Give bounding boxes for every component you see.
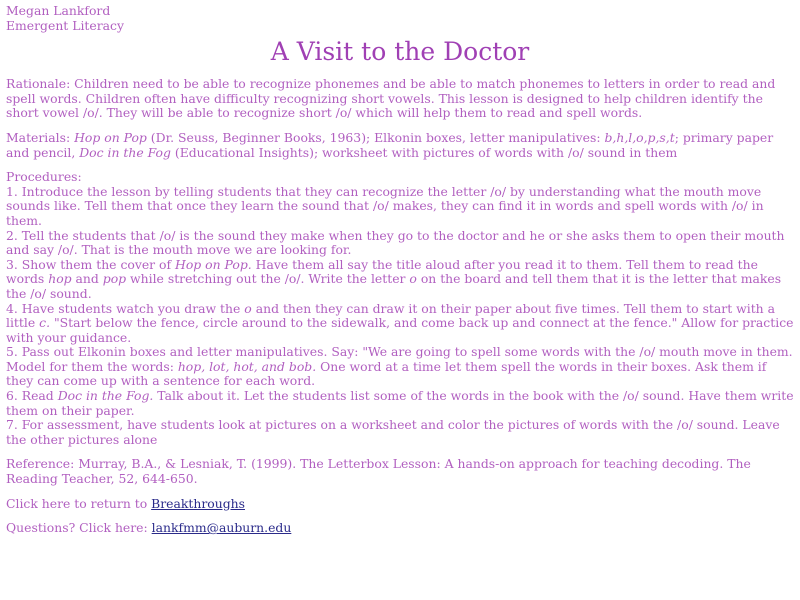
breakthroughs-link[interactable]: Breakthroughs bbox=[151, 495, 245, 511]
questions-line: Questions? Click here: lankfmm@auburn.edu bbox=[6, 520, 292, 536]
procedure-step-5: 5. Pass out Elkonin boxes and letter manipulatives. Say: "We are going to spell some words with the /o/ mouth move in them. Model for them the words: hop, lot, hot, and bob. One word at a time let them spell the words in their boxes. Ask them if they can come up with a sentence for each word. bbox=[6, 344, 793, 389]
return-line: Click here to return to Breakthroughs bbox=[6, 495, 245, 511]
book-title-doc-in-the-fog: Doc in the Fog bbox=[79, 144, 171, 160]
procedure-step-7: 7. For assessment, have students look at pictures on a worksheet and color the pictures of words with the /o/ sound. Leave the other pictures alone bbox=[6, 417, 780, 447]
procedure-step-4: 4. Have students watch you draw the o and then they can draw it on their paper about five times. Tell them to start with a little c. "Start below the fence, circle around to the sidewalk, and come back up and connect at the fence." Allow for practice with your guidance. bbox=[6, 300, 794, 345]
procedure-step-2: 2. Tell the students that /o/ is the sound they make when they go to the doctor and he or she asks them to open their mouth and say /o/. That is the mouth move we are looking for. bbox=[6, 227, 785, 258]
course-name: Emergent Literacy bbox=[6, 17, 124, 33]
materials-paragraph: Materials: Hop on Pop (Dr. Seuss, Beginner Books, 1963); Elkonin boxes, letter manipulatives: b,h,l,o,p,s,t; primary paper and pencil, Doc in the Fog (Educational Insights); worksheet with pictures of words with /o/ sound in them bbox=[6, 129, 774, 160]
email-link[interactable]: lankfmm@auburn.edu bbox=[151, 520, 292, 536]
author-name: Megan Lankford bbox=[6, 3, 111, 18]
book-title-hop-on-pop: Hop on Pop bbox=[74, 129, 147, 145]
reference-paragraph: Reference: Murray, B.A., & Lesniak, T. (1999). The Letterbox Lesson: A hands-on approach for teaching decoding. The Reading Teacher, 52, 644-650. bbox=[6, 456, 751, 487]
procedure-step-6: 6. Read Doc in the Fog. Talk about it. Let the students list some of the words in the book with the /o/ sound. Have them write them on their paper. bbox=[6, 388, 794, 418]
rationale-paragraph: Rationale: Children need to be able to recognize phonemes and be able to match phonemes to letters in order to read and spell words. Children often have difficulty recognizing short vowels. This lesson is designed to help children identify the short vowel /o/. They will be able to recognize short /o/ which will help them to read and spell words. bbox=[6, 76, 776, 121]
procedures-section bbox=[6, 170, 794, 447]
procedures-heading: Procedures: bbox=[6, 169, 82, 185]
procedure-step-3: 3. Show them the cover of Hop on Pop. Have them all say the title aloud after you read it to them. Tell them to read the words hop and pop while stretching out the /o/. Write the letter o on the board and tell them that it is the letter that makes the /o/ sound. bbox=[6, 256, 782, 301]
page-title: A Visit to the Doctor bbox=[270, 37, 530, 67]
procedure-step-1: 1. Introduce the lesson by telling students that they can recognize the letter /o/ by understanding what the mouth move sounds like. Tell them that once they learn the sound that /o/ makes, they can find it in words and spell words with /o/ in them. bbox=[6, 183, 764, 228]
letter-list: b,h,l,o,p,s,t bbox=[604, 129, 675, 145]
